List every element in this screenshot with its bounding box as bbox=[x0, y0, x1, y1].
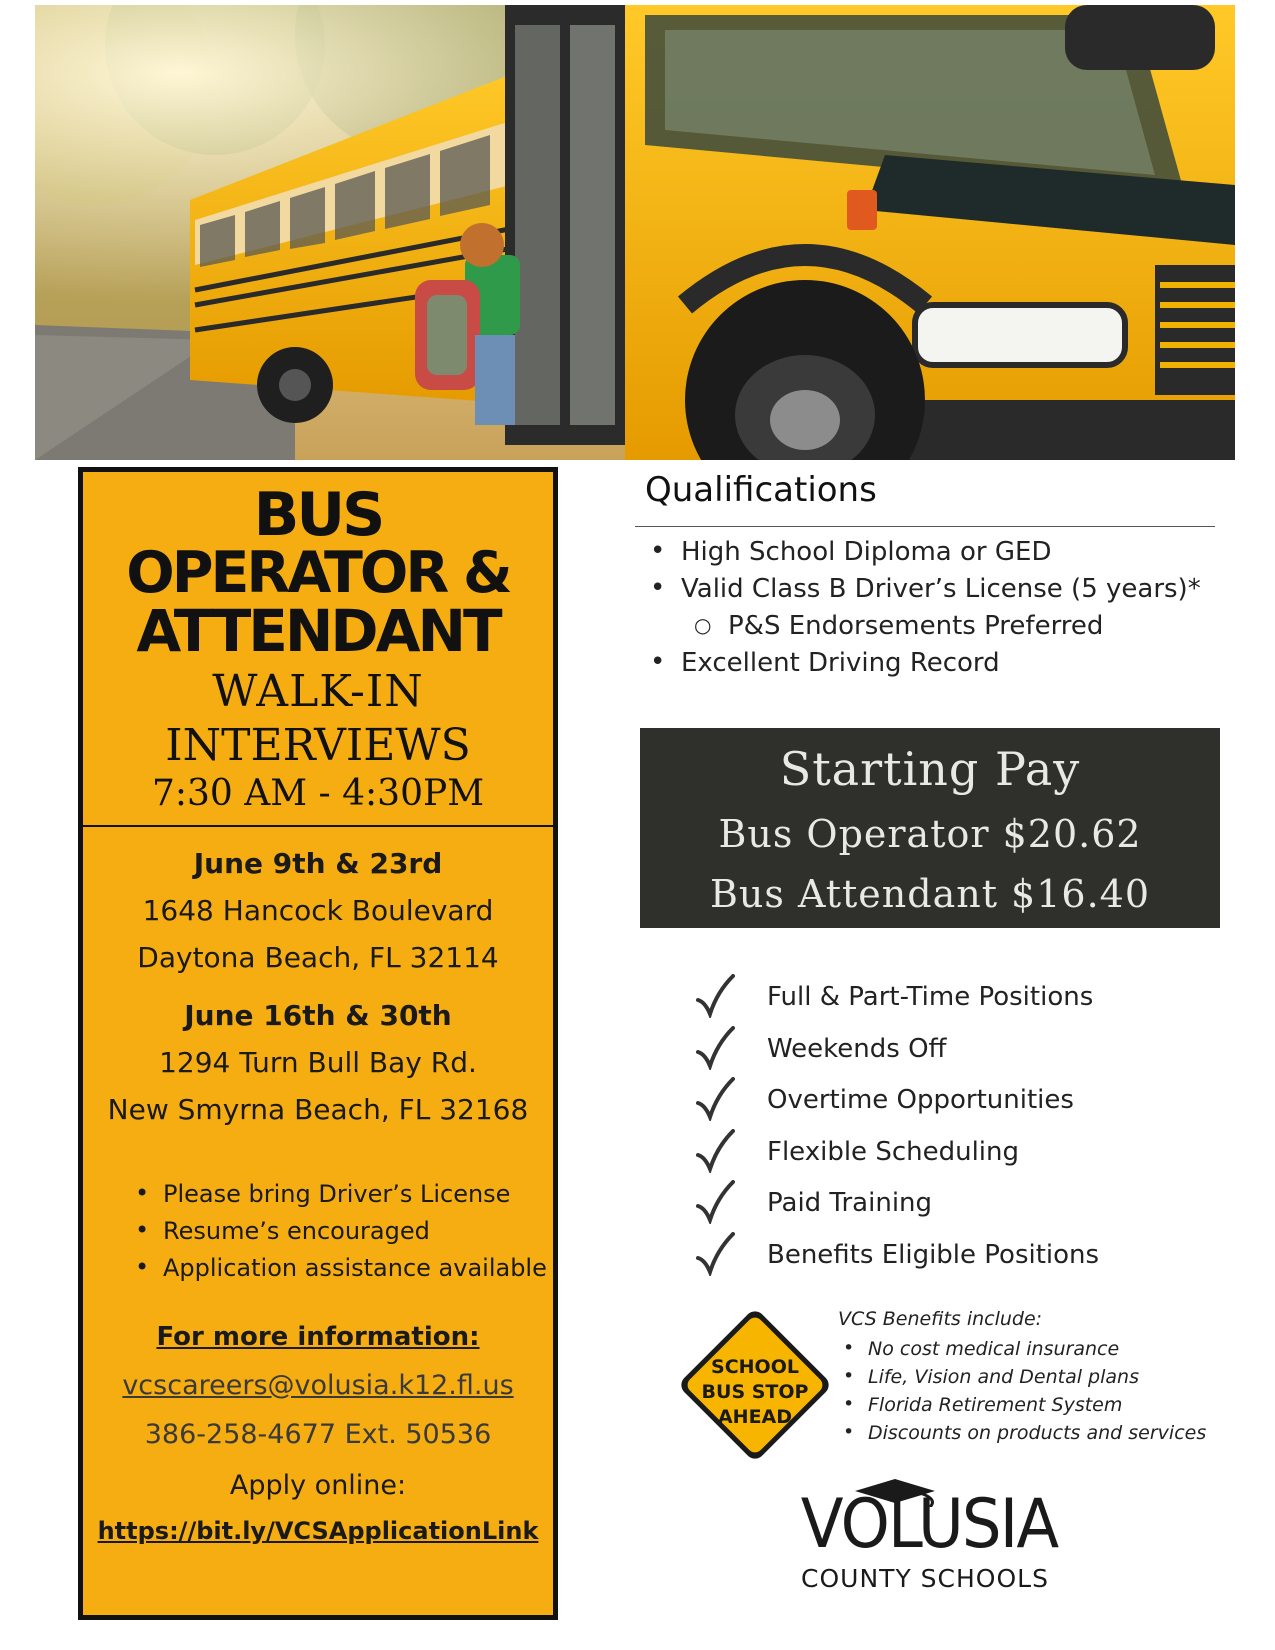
panel-header bbox=[83, 472, 553, 827]
walk-in-label: WALK-IN bbox=[212, 666, 424, 717]
interview-panel bbox=[78, 467, 558, 1620]
job-title-line2: OPERATOR & bbox=[126, 540, 510, 606]
interviews-label: INTERVIEWS bbox=[165, 720, 471, 771]
location-new-smyrna bbox=[83, 999, 553, 1126]
pay-operator: Bus Operator $20.62 bbox=[718, 812, 1142, 856]
apply-online-label: Apply online: bbox=[229, 1470, 407, 1501]
location-street: 1648 Hancock Boulevard bbox=[142, 894, 494, 927]
school-bus-illustration bbox=[35, 5, 1235, 460]
list-item: • Please bring Driver’s License bbox=[135, 1180, 547, 1208]
interview-hours: 7:30 AM - 4:30PM bbox=[151, 773, 485, 814]
bus-stop-sign-icon bbox=[670, 1300, 840, 1470]
checkmark-icon bbox=[695, 1232, 735, 1276]
bring-notes-list bbox=[135, 1180, 547, 1291]
benefits-list bbox=[838, 1338, 1206, 1450]
list-item: • Life, Vision and Dental plans bbox=[838, 1366, 1206, 1394]
location-daytona bbox=[83, 847, 553, 974]
location-street: 1294 Turn Bull Bay Rd. bbox=[159, 1046, 477, 1079]
list-item: • High School Diploma or GED bbox=[650, 537, 1201, 574]
sign-line3: AHEAD bbox=[717, 1406, 793, 1428]
perk-label: Overtime Opportunities bbox=[767, 1085, 1074, 1115]
contact-info bbox=[83, 1322, 553, 1545]
list-item: • Florida Retirement System bbox=[838, 1394, 1206, 1422]
list-item: • Valid Class B Driver’s License (5 years)* bbox=[650, 574, 1201, 611]
perk-label: Full & Part-Time Positions bbox=[767, 982, 1094, 1012]
hero-photo bbox=[35, 5, 1235, 460]
email-link[interactable]: vcscareers@volusia.k12.fl.us bbox=[122, 1370, 514, 1401]
checkmark-icon bbox=[695, 1129, 735, 1173]
list-item: • No cost medical insurance bbox=[838, 1338, 1206, 1366]
phone-number: 386-258-4677 Ext. 50536 bbox=[144, 1419, 492, 1450]
checkmark-icon bbox=[695, 1077, 735, 1121]
logo-subtitle: COUNTY SCHOOLS bbox=[801, 1564, 1049, 1593]
job-title-line3: ATTENDANT bbox=[136, 597, 500, 665]
info-heading: For more information: bbox=[156, 1322, 480, 1352]
list-item: • Resume’s encouraged bbox=[135, 1217, 547, 1245]
location-city: Daytona Beach, FL 32114 bbox=[137, 941, 499, 974]
list-item: • Excellent Driving Record bbox=[650, 648, 1201, 685]
perk-label: Flexible Scheduling bbox=[767, 1136, 1020, 1167]
perk-label: Weekends Off bbox=[767, 1033, 947, 1064]
benefits-block bbox=[838, 1308, 1206, 1450]
location-dates: June 16th & 30th bbox=[184, 999, 452, 1032]
sign-line2: BUS STOP bbox=[701, 1381, 809, 1403]
perk-label: Paid Training bbox=[767, 1188, 933, 1218]
sign-line1: SCHOOL bbox=[711, 1356, 799, 1378]
volusia-logo bbox=[790, 1477, 1060, 1597]
starting-pay-box bbox=[640, 728, 1220, 928]
checkmark-icon bbox=[695, 1026, 735, 1070]
list-item-sub: ○ P&S Endorsements Preferred bbox=[650, 611, 1201, 648]
application-link[interactable]: https://bit.ly/VCSApplicationLink bbox=[97, 1517, 539, 1545]
job-title-line1: BUS bbox=[253, 480, 383, 550]
perk-label: Benefits Eligible Positions bbox=[767, 1239, 1100, 1270]
location-city: New Smyrna Beach, FL 32168 bbox=[107, 1093, 529, 1126]
checkmark-icon bbox=[695, 974, 735, 1018]
logo-word: VOLUSIA bbox=[800, 1485, 1058, 1564]
qualifications-heading: Qualifications bbox=[645, 470, 877, 510]
checkmark-icon bbox=[695, 1180, 735, 1224]
benefits-heading: VCS Benefits include: bbox=[838, 1308, 1043, 1330]
list-item: • Discounts on products and services bbox=[838, 1422, 1206, 1450]
pay-title: Starting Pay bbox=[779, 742, 1081, 796]
location-dates: June 9th & 23rd bbox=[193, 847, 443, 880]
qualifications-divider bbox=[635, 526, 1215, 527]
pay-attendant: Bus Attendant $16.40 bbox=[709, 872, 1151, 916]
list-item: • Application assistance available bbox=[135, 1254, 547, 1282]
qualifications-list bbox=[650, 537, 1201, 685]
